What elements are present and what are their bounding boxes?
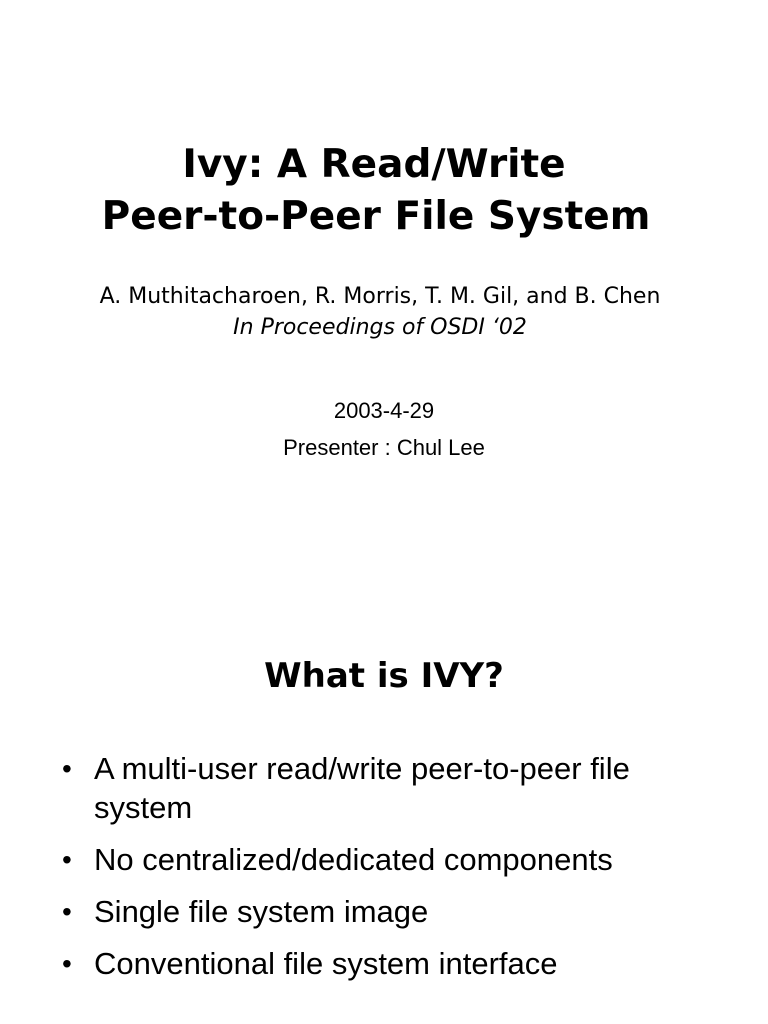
- bullet-item: [62, 749, 722, 827]
- slide-title: What is IVY?: [264, 656, 504, 696]
- bullet-text: Single file system image: [94, 894, 429, 929]
- bullet-icon: •: [62, 844, 72, 875]
- bullet-icon: •: [62, 753, 72, 784]
- bullet-item: [62, 840, 722, 879]
- bullet-icon: •: [62, 896, 72, 927]
- bullet-text: A multi-user read/write peer-to-peer file system: [94, 751, 630, 825]
- bullet-item: [62, 944, 722, 983]
- presentation-date: 2003-4-29: [333, 398, 435, 423]
- authors-text: A. Muthitacharoen, R. Morris, T. M. Gil, and B. Chen: [99, 284, 661, 309]
- presenter-text: Presenter : Chul Lee: [283, 435, 485, 460]
- bullet-text: Conventional file system interface: [94, 946, 558, 981]
- slide-title-line-1: Ivy: A Read/Write: [182, 142, 566, 187]
- content-slide: [0, 512, 768, 1024]
- bullet-text: No centralized/dedicated components: [94, 842, 613, 877]
- bullet-item: [62, 892, 722, 931]
- bullet-icon: •: [62, 948, 72, 979]
- venue-text: In Proceedings of OSDI ‘02: [233, 315, 527, 340]
- bullet-list: [62, 749, 722, 996]
- slide-title-line-2: Peer-to-Peer File System: [101, 194, 651, 239]
